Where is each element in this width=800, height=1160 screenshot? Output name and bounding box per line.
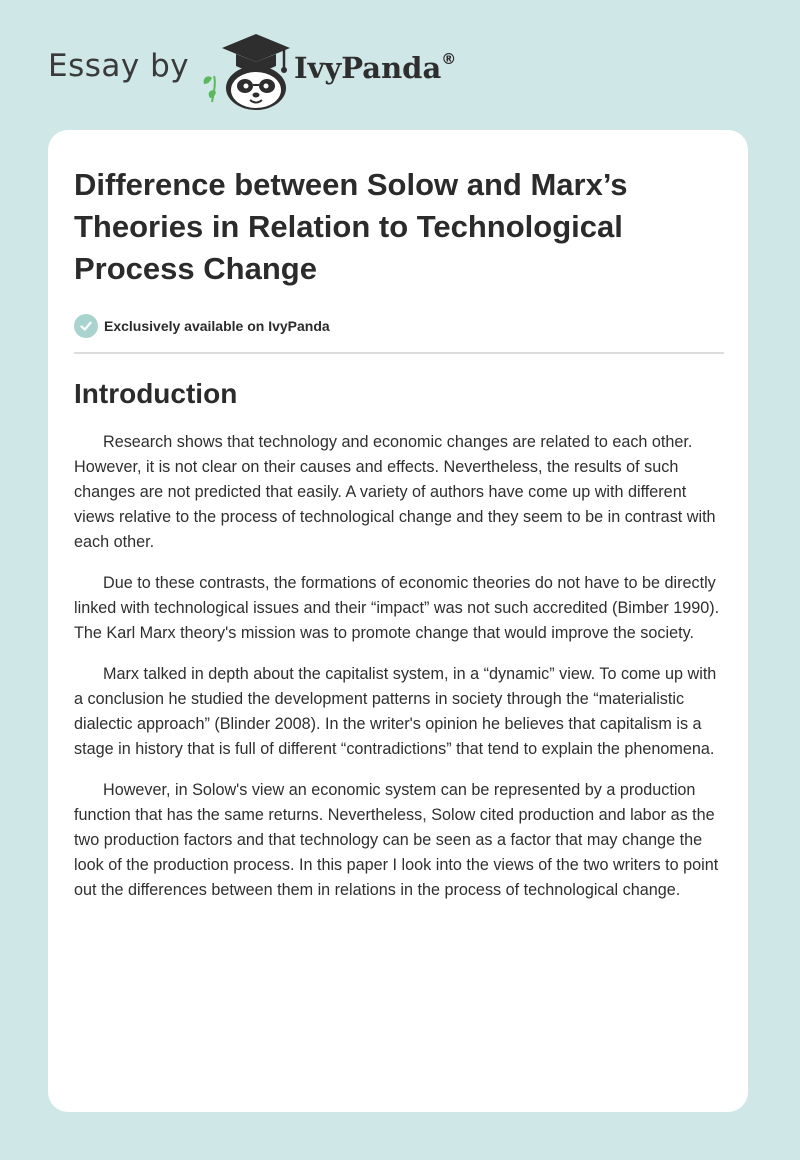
exclusive-label: Exclusively available on IvyPanda bbox=[104, 318, 330, 334]
essay-card bbox=[48, 130, 748, 1112]
brand-header bbox=[48, 28, 468, 112]
exclusive-badge bbox=[74, 312, 724, 340]
divider bbox=[74, 352, 724, 354]
panda-graduate-icon bbox=[200, 32, 296, 112]
brand-name: IvyPanda® bbox=[294, 50, 457, 85]
paragraph: Research shows that technology and economic changes are related to each other. However, it is not clear on their causes and effects. Nevertheless, the results of such changes are not predicted that easily. A variety of authors have come up with different views relative to the process of technological change and they seem to be in contrast with each other. bbox=[74, 433, 716, 551]
paragraph: Due to these contrasts, the formations of economic theories do not have to be directly linked with technological issues and their “impact” was not such accredited (Bimber 1990). The Karl Marx theory's mission was to promote change that would improve the society. bbox=[74, 574, 720, 642]
section-heading: Introduction bbox=[74, 378, 238, 409]
paragraph: Marx talked in depth about the capitalist system, in a “dynamic” view. To come up with a conclusion he studied the development patterns in society through the “materialistic dialectic approach” (Blinder 2008). In the writer's opinion he believes that capitalism is a stage in history that is full of different “contradictions” that tend to explain the phenomena. bbox=[74, 665, 717, 758]
check-circle-icon bbox=[74, 314, 98, 338]
essay-content bbox=[74, 164, 724, 919]
paragraph: However, in Solow's view an economic system can be represented by a production function that has the same returns. Nevertheless, Solow cited production and labor as the two production factors and that technology can be seen as a factor that may change the look of the production process. In this paper I look into the views of the two writers to point out the differences between them in relations in the process of technological change. bbox=[74, 781, 719, 899]
brand-prefix: Essay by bbox=[48, 48, 190, 84]
essay-title: Difference between Solow and Marx’s Theories in Relation to Technological Process Change bbox=[74, 167, 628, 286]
essay-body bbox=[74, 430, 724, 903]
trademark-symbol: ® bbox=[441, 50, 457, 68]
